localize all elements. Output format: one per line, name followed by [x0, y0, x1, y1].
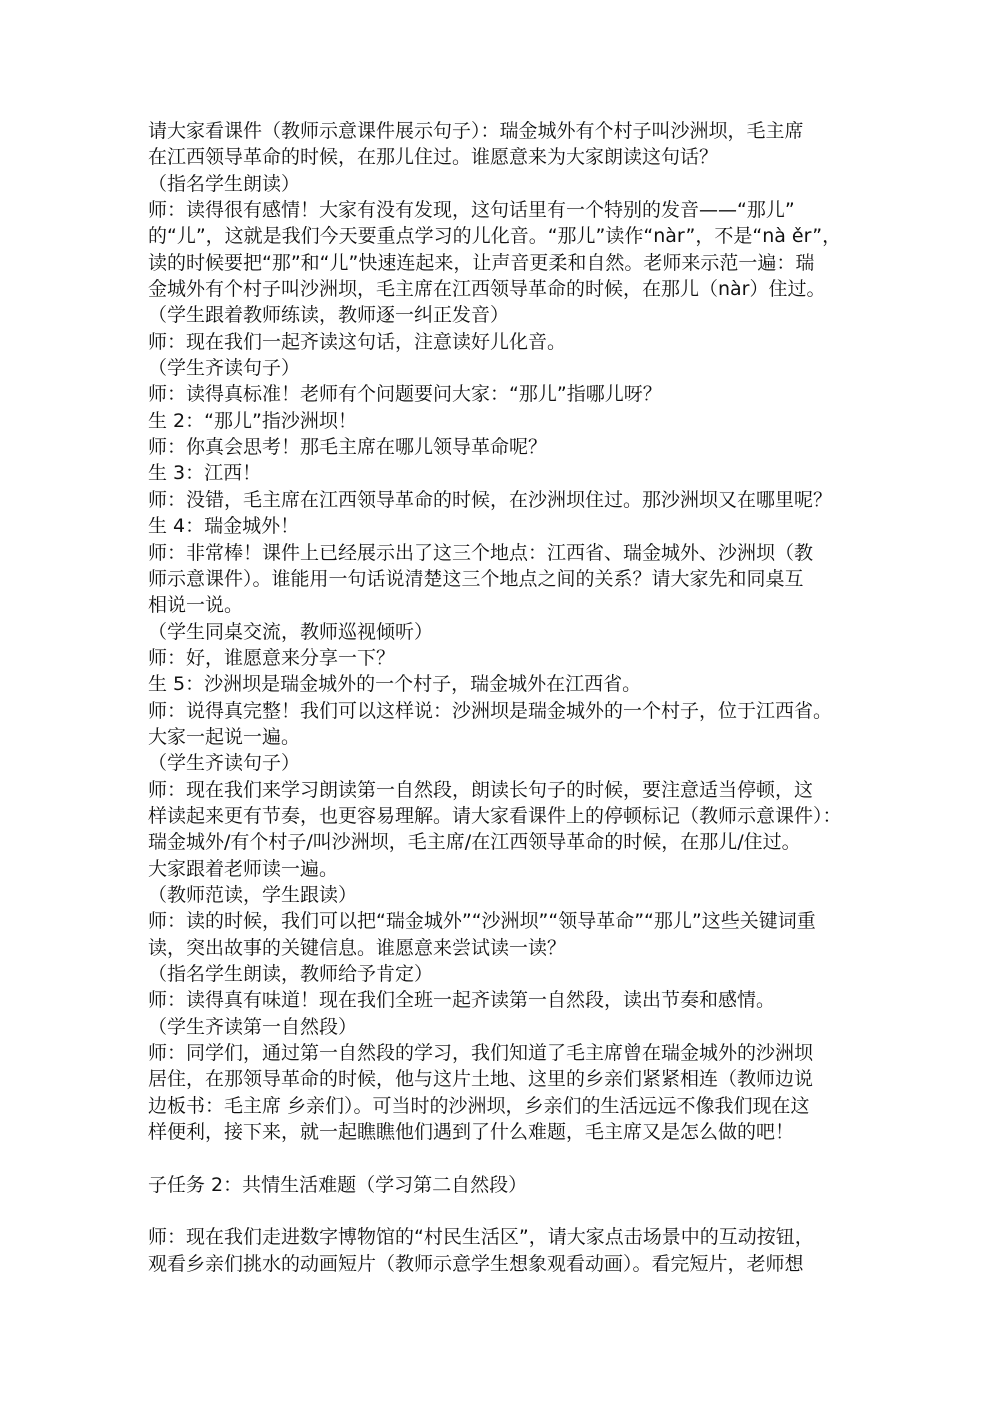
- text-line: 读，突出故事的关键信息。谁愿意来尝试读一读？: [148, 936, 567, 959]
- text-line: （学生齐读第一自然段）: [148, 1015, 358, 1038]
- text-line: 师：读得真有味道！现在我们全班一起齐读第一自然段，读出节奏和感情。: [148, 989, 776, 1012]
- text-line: 师：读得很有感情！大家有没有发现，这句话里有一个特别的发音——“那儿”: [148, 199, 795, 222]
- text-line: 师：同学们，通过第一自然段的学习，我们知道了毛主席曾在瑞金城外的沙洲坝: [148, 1042, 814, 1065]
- text-line: 相说一说。: [148, 594, 244, 617]
- text-line: 在江西领导革命的时候，在那儿住过。谁愿意来为大家朗读这句话？: [148, 146, 719, 169]
- text-line: 师：现在我们来学习朗读第一自然段，朗读长句子的时候，要注意适当停顿，这: [148, 778, 814, 801]
- lesson-transcript: [148, 118, 850, 1145]
- text-line: 生 5：沙洲坝是瑞金城外的一个村子，瑞金城外在江西省。: [148, 673, 642, 696]
- text-line: 师：现在我们一起齐读这句话，注意读好儿化音。: [148, 330, 567, 353]
- text-line: 样便利，接下来，就一起瞧瞧他们遇到了什么难题，毛主席又是怎么做的吧！: [148, 1121, 795, 1144]
- paragraph-gap: [148, 1198, 850, 1224]
- text-line: 瑞金城外/有个村子/叫沙洲坝，毛主席/在江西领导革命的时候，在那儿/住过。: [148, 831, 801, 854]
- text-line: 样读起来更有节奏，也更容易理解。请大家看课件上的停顿标记（教师示意课件）：: [148, 804, 842, 827]
- text-line: 师：读得真标准！老师有个问题要问大家：“那儿”指哪儿呀？: [148, 383, 662, 406]
- text-line: （学生同桌交流，教师巡视倾听）: [148, 620, 434, 643]
- text-line: 师：读的时候，我们可以把“瑞金城外”“沙洲坝”“领导革命”“那儿”这些关键词重: [148, 910, 816, 933]
- text-line: 大家跟着老师读一遍。: [148, 857, 339, 880]
- text-line: 师：现在我们走进数字博物馆的“村民生活区”，请大家点击场景中的互动按钮，: [148, 1226, 814, 1249]
- text-line: 师：好，谁愿意来分享一下？: [148, 646, 396, 669]
- text-line: 师：非常棒！课件上已经展示出了这三个地点：江西省、瑞金城外、沙洲坝（教: [148, 541, 814, 564]
- text-line: （学生齐读句子）: [148, 752, 301, 775]
- text-line: 生 2：“那儿”指沙洲坝！: [148, 409, 357, 432]
- text-line: 师：你真会思考！那毛主席在哪儿领导革命呢？: [148, 436, 548, 459]
- text-line: 大家一起说一遍。: [148, 725, 301, 748]
- text-line: 师示意课件）。谁能用一句话说清楚这三个地点之间的关系？请大家先和同桌互: [148, 567, 804, 590]
- subtask-heading: 子任务 2：共情生活难题（学习第二自然段）: [148, 1173, 528, 1196]
- text-line: 的“儿”，这就是我们今天要重点学习的儿化音。“那儿”读作“nàr”，不是“nà ěr”，: [148, 225, 842, 248]
- text-line: 师：没错，毛主席在江西领导革命的时候，在沙洲坝住过。那沙洲坝又在哪里呢？: [148, 488, 833, 511]
- text-line: （学生齐读句子）: [148, 357, 301, 380]
- paragraph-gap: [148, 1145, 850, 1171]
- document-page: [148, 118, 850, 1277]
- closing-paragraph: [148, 1224, 850, 1277]
- text-line: 边板书：毛主席 乡亲们）。可当时的沙洲坝，乡亲们的生活远远不像我们现在这: [148, 1094, 810, 1117]
- text-line: 师：说得真完整！我们可以这样说：沙洲坝是瑞金城外的一个村子，位于江西省。: [148, 699, 833, 722]
- text-line: 生 3：江西！: [148, 462, 262, 485]
- text-line: 金城外有个村子叫沙洲坝，毛主席在江西领导革命的时候，在那儿（nàr）住过。: [148, 278, 826, 301]
- text-line: 请大家看课件（教师示意课件展示句子）：瑞金城外有个村子叫沙洲坝，毛主席: [148, 120, 804, 142]
- text-line: （指名学生朗读）: [148, 172, 301, 195]
- text-line: 读的时候要把“那”和“儿”快速连起来，让声音更柔和自然。老师来示范一遍：瑞: [148, 251, 815, 274]
- text-line: 观看乡亲们挑水的动画短片（教师示意学生想象观看动画）。看完短片，老师想: [148, 1252, 804, 1275]
- text-line: （教师范读，学生跟读）: [148, 883, 358, 906]
- text-line: 居住，在那领导革命的时候，他与这片土地、这里的乡亲们紧紧相连（教师边说: [148, 1068, 814, 1091]
- text-line: （指名学生朗读，教师给予肯定）: [148, 963, 434, 985]
- text-line: （学生跟着教师练读，教师逐一纠正发音）: [148, 304, 510, 327]
- text-line: 生 4：瑞金城外！: [148, 515, 300, 538]
